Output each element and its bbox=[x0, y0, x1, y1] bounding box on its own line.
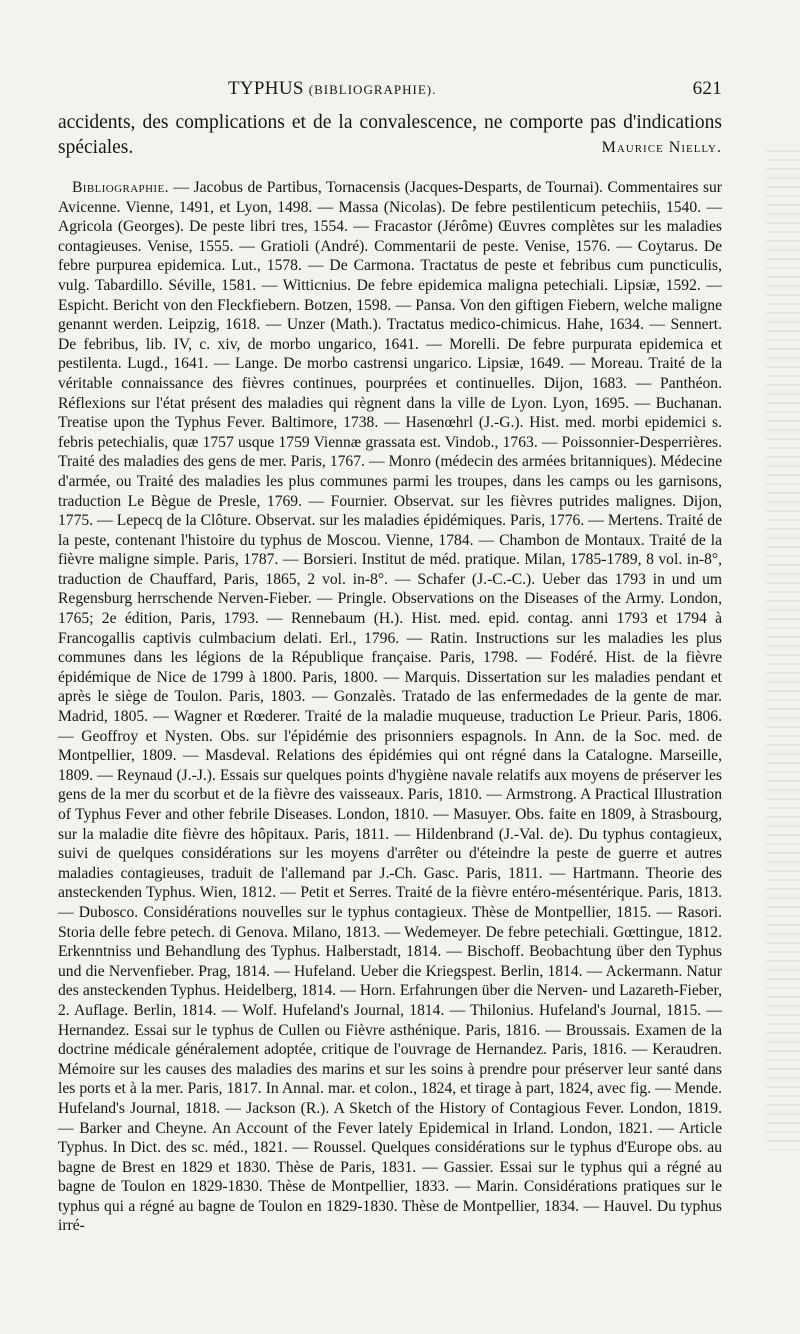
intro-text: accidents, des complications et de la convalescence, ne comporte pas d'indications spéciales. bbox=[58, 112, 722, 158]
running-title-main: TYPHUS bbox=[228, 78, 304, 99]
bibliography-text: — Jacobus de Partibus, Tornacensis (Jacques-Desparts, de Tournai). Commentaires sur Avicenne. Vienne, 1491, et Lyon, 1498. — Massa (Nicolas). De febre pestilenticum petechiis, 1540. — Agricola (Georges). De peste libri tres, 1554. — Fracastor (Jérôme) Œuvres complètes sur les maladies contagieuses. Venise, 1555. — Gratioli (André). Commentarii de peste. Venise, 1576. — Coytarus. De febre purpurea epidemica. Lut., 1578. — De Carmona. Tractatus de peste et febribus cum puncticulis, vulg. Tabardillo. Séville, 1581. — Witticnius. De febre epidemica maligna petechiali. Lipsiæ, 1592. — Espicht. Bericht von den Fleckfiebern. Botzen, 1598. — Pansa. Von den giftigen Fiebern, welche maligne genannt werden. Leipzig, 1618. — Unzer (Math.). Tractatus medico-chimicus. Hahe, 1634. — Sennert. De febribus, lib. IV, c. xiv, de morbo ungarico, 1641. — Morelli. De febre purpurata epidemica et pestilenta. Lugd., 1641. — Lange. De morbo castrensi ungarico. Lipsiæ, 1649. — Moreau. Traité de la véritable connaissance des fièvres continues, pourprées et continuelles. Dijon, 1683. — Panthéon. Réflexions sur l'état présent des maladies qui règnent dans la ville de Lyon. Lyon, 1695. — Buchanan. Treatise upon the Typhus Fever. Baltimore, 1738. — Hasenœhrl (J.-G.). Hist. med. morbi epidemici s. febris petechialis, quæ 1757 usque 1759 Viennæ grassata est. Vindob., 1763. — Poissonnier-Desperrières. Traité des maladies des gens de mer. Paris, 1767. — Monro (médecin des armées britanniques). Médecine d'armée, ou Traité des maladies les plus communes parmi les troupes, dans les camps ou les garnisons, traduction Le Bègue de Presle, 1769. — Fournier. Observat. sur les fièvres putrides malignes. Dijon, 1775. — Lepecq de la Clôture. Observat. sur les maladies épidémiques. Paris, 1776. — Mertens. Traité de la peste, contenant l'histoire du typhus de Moscou. Vienne, 1784. — Chambon de Montaux. Traité de la fièvre maligne simple. Paris, 1787. — Borsieri. Institut de méd. pratique. Milan, 1785-1789, 8 vol. in-8°, traduction de Chauffard, Paris, 1865, 2 vol. in-8°. — Schafer (J.-C.-C.). Ueber das 1793 in und um Regensburg herrschende Nerven-Fieber. — Pringle. Observations on the Diseases of the Army. London, 1765; 2e édition, Paris, 1793. — Rennebaum (H.). Hist. med. epid. contag. anni 1793 et 1794 à Francogallis captivis culmbacium delati. Erl., 1796. — Ratin. Instructions sur les maladies les plus communes dans les légions de la République française. Paris, 1798. — Fodéré. Hist. de la fièvre épidémique de Nice de 1799 à 1800. Paris, 1800. — Marquis. Dissertation sur les maladies pendant et après le siège de Toulon. Paris, 1803. — Gonzalès. Tratado de las enfermedades de la gente de mar. Madrid, 1805. — Wagner et Rœderer. Traité de la maladie muqueuse, traduction Le Prieur. Paris, 1806. — Geoffroy et Nysten. Obs. sur l'épidémie des prisonniers espagnols. In Ann. de la Soc. med. de Montpellier, 1809. — Masdeval. Relations des épidémies qui ont régné dans la Catalogne. Marseille, 1809. — Reynaud (J.-J.). Essais sur quelques points d'hygiène navale relatifs aux moyens de préserver les gens de la mer du scorbut et de la fièvre des vaisseaux. Paris, 1810. — Armstrong. A Practical Illustration of Typhus Fever and other febrile Diseases. London, 1810. — Masuyer. Obs. faite en 1809, à Strasbourg, sur la maladie dite fièvre des hôpitaux. Paris, 1811. — Hildenbrand (J.-Val. de). Du typhus contagieux, suivi de quelques considérations sur les moyens d'arrêter ou d'éteindre la peste de guerre et autres maladies contagieuses, traduit de l'allemand par J.-Ch. Gasc. Paris, 1811. — Hartmann. Theorie des ansteckenden Typhus. Wien, 1812. — Petit et Serres. Traité de la fièvre entéro-mésentérique. Paris, 1813. — Dubosco. Considérations nouvelles sur le typhus contagieux. Thèse de Montpellier, 1815. — Rasori. Storia delle febre petech. di Genova. Milano, 1813. — Wedemeyer. De febre petechiali. Gœttingue, 1812. Erkenntniss und Behandlung des Typhus. Halberstadt, 1814. — Bischoff. Beobachtung über den Typhus und die Nervenfieber. Prag, 1814. — Hufeland. Ueber die Kriegspest. Berlin, 1814. — Ackermann. Natur des ansteckenden Typhus. Heidelberg, 1814. — Horn. Erfahrungen über die Nerven- und Lazareth-Fieber, 2. Auflage. Berlin, 1814. — Wolf. Hufeland's Journal, 1814. — Thilonius. Hufeland's Journal, 1815. — Hernandez. Essai sur le typhus de Cullen ou Fièvre asthénique. Paris, 1816. — Broussais. Examen de la doctrine médicale généralement adoptée, critique de l'ouvrage de Hernandez. Paris, 1816. — Keraudren. Mémoire sur les causes des maladies des marins et sur les soins à prendre pour préserver leur santé dans les ports et à la mer. Paris, 1817. In Annal. mar. et colon., 1824, et tirage à part, 1824, avec fig. — Mende. Hufeland's Journal, 1818. — Jackson (R.). A Sketch of the History of Contagious Fever. London, 1819. — Barker and Cheyne. An Account of the Fever lately Epidemical in Irland. London, 1821. — Article Typhus. In Dict. des sc. méd., 1821. — Roussel. Quelques considérations sur le typhus d'Europe obs. au bagne de Brest en 1829 et 1830. Thèse de Paris, 1831. — Gassier. Essai sur le typhus qui a régné au bagne de Toulon en 1829-1830. Thèse de Montpellier, 1833. — Marin. Considérations pratiques sur le typhus qui a régné au bagne de Toulon en 1829-1830. Thèse de Montpellier, 1834. — Hauvel. Du typhus irré- bbox=[58, 179, 722, 1235]
running-header bbox=[58, 0, 722, 100]
intro-paragraph bbox=[58, 110, 722, 160]
bibliography-paragraph bbox=[58, 178, 722, 1236]
page-number: 621 bbox=[692, 78, 722, 99]
running-title bbox=[228, 78, 436, 100]
article-author: Maurice Nielly. bbox=[601, 139, 722, 156]
page-edge-bleed bbox=[766, 150, 800, 1150]
bibliography-label: Bibliographie. bbox=[72, 179, 169, 196]
running-title-sub: (BIBLIOGRAPHIE). bbox=[308, 82, 437, 97]
